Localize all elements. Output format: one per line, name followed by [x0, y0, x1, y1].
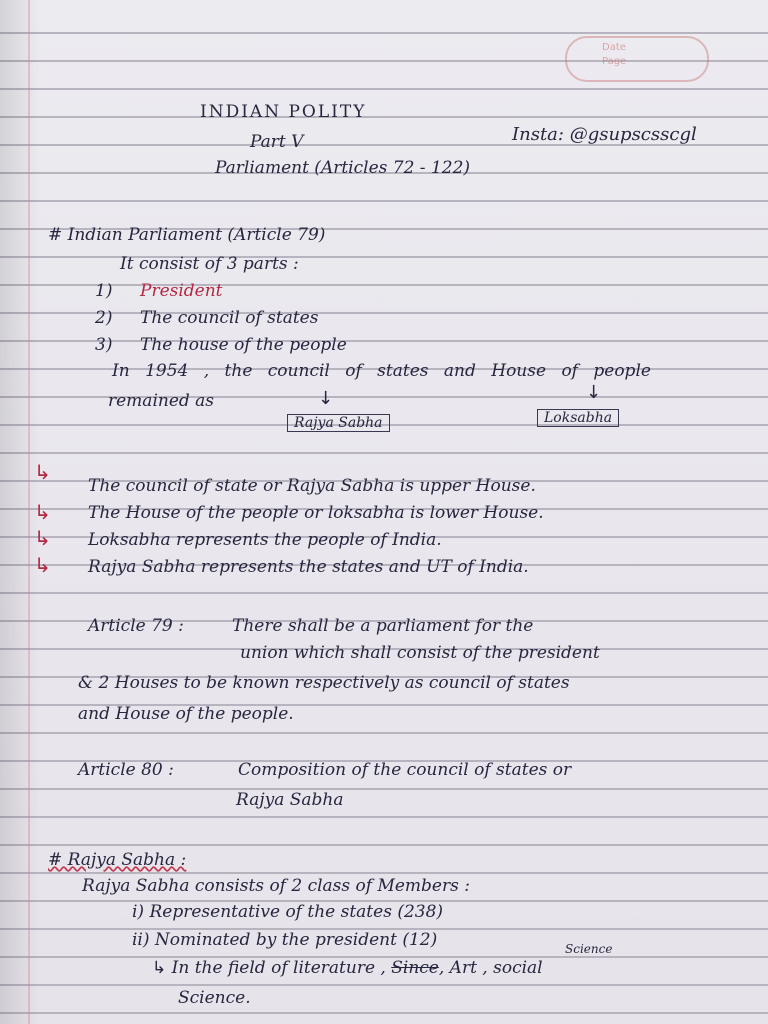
part-label: Part V	[250, 132, 304, 152]
page-title: INDIAN POLITY	[200, 102, 367, 122]
rajya-item1: i) Representative of the states (238)	[132, 902, 444, 922]
list-item-text: The council of states	[140, 308, 319, 328]
article80-line1: Composition of the council of states or	[238, 760, 572, 780]
rajya-subitem-line2: Science.	[178, 988, 251, 1008]
article79-line4: and House of the people.	[78, 704, 294, 724]
list-item-text: President	[140, 281, 223, 301]
curved-arrow-icon: ↳	[34, 500, 51, 524]
inserted-word-science: Science	[565, 942, 613, 956]
parts-intro: It consist of 3 parts :	[120, 254, 299, 274]
list-item-num: 2)	[95, 308, 113, 328]
list-item-num: 3)	[95, 335, 113, 355]
list-item-num: 1)	[95, 281, 113, 301]
struck-word: Since	[391, 958, 439, 978]
down-arrow-icon: ↓	[318, 388, 334, 409]
section-heading-rajya-sabha: # Rajya Sabha :	[48, 850, 187, 870]
article79-line3: & 2 Houses to be known respectively as council of states	[78, 673, 570, 693]
stamp-date-label: Date	[602, 42, 626, 53]
article80-line2: Rajya Sabha	[236, 790, 344, 810]
subitem-suffix: , Art , social	[438, 958, 543, 978]
article79-line2: union which shall consist of the president	[240, 643, 600, 663]
subitem-prefix: In the field of literature ,	[171, 958, 386, 978]
article79-line1: There shall be a parliament for the	[232, 616, 534, 636]
article79-label: Article 79 :	[88, 616, 184, 636]
rajya-subitem	[152, 958, 543, 978]
article80-label: Article 80 :	[78, 760, 174, 780]
curved-arrow-icon: ↳	[34, 460, 51, 484]
bullet-text: Loksabha represents the people of India.	[88, 530, 442, 550]
list-item-text: The house of the people	[140, 335, 347, 355]
curved-arrow-icon: ↳	[34, 553, 51, 577]
bullet-text: The council of state or Rajya Sabha is upper House.	[88, 476, 536, 496]
hook-arrow-icon: ↳	[152, 958, 172, 978]
bullet-text: Rajya Sabha represents the states and UT of India.	[88, 557, 529, 577]
box-loksabha: Loksabha	[537, 409, 619, 427]
curved-arrow-icon: ↳	[34, 526, 51, 550]
date-page-stamp	[565, 36, 709, 82]
section-heading-parliament: # Indian Parliament (Article 79)	[48, 225, 326, 245]
down-arrow-icon: ↓	[586, 382, 602, 403]
line-remained: remained as	[108, 391, 215, 411]
rajya-item2: ii) Nominated by the president (12)	[132, 930, 438, 950]
insta-handle: Insta: @gsupscsscgl	[512, 124, 697, 145]
margin-line	[28, 0, 30, 1024]
bullet-text: The House of the people or loksabha is lower House.	[88, 503, 544, 523]
page-subtitle: Parliament (Articles 72 - 122)	[215, 158, 471, 178]
box-rajya-sabha: Rajya Sabha	[287, 414, 390, 432]
rajya-line1: Rajya Sabha consists of 2 class of Members :	[82, 876, 470, 896]
line-1954: In 1954 , the council of states and House of people	[112, 361, 651, 381]
stamp-page-label: Page	[602, 56, 627, 67]
